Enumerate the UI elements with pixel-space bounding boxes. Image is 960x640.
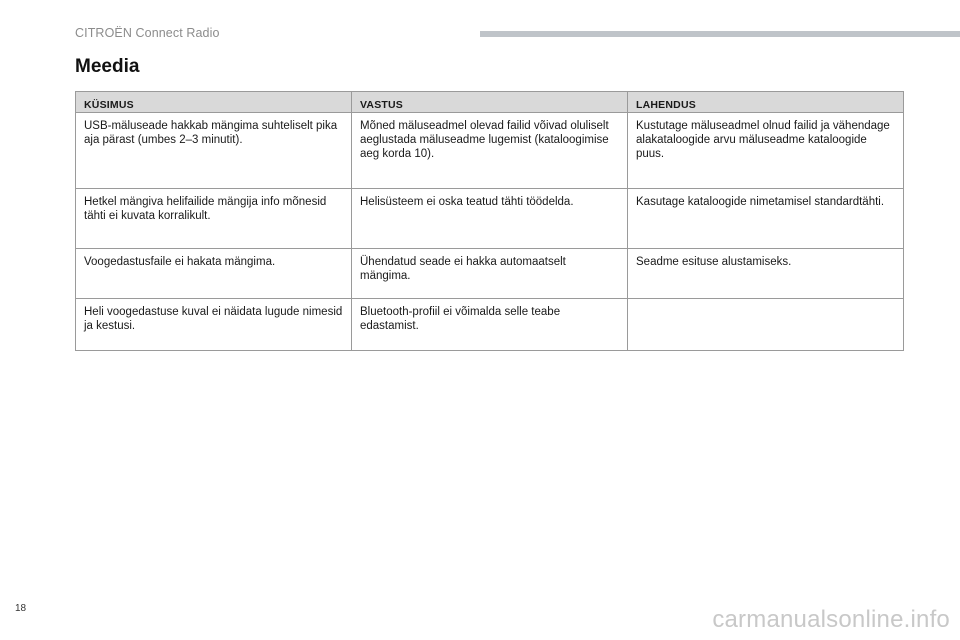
header-divider-bar xyxy=(480,31,960,37)
solution-cell: Kustutage mäluseadmel olnud failid ja vähendage alakataloogide arvu mäluseadme kataloogide puus. xyxy=(628,113,904,189)
question-cell: Hetkel mängiva helifailide mängija info mõnesid tähti ei kuvata korralikult. xyxy=(76,189,352,249)
answer-cell: Helisüsteem ei oska teatud tähti töödelda. xyxy=(352,189,628,249)
watermark-text: carmanualsonline.info xyxy=(712,606,950,633)
answer-cell: Mõned mäluseadmel olevad failid võivad oluliselt aeglustada mäluseadme lugemist (kataloogimise aeg korda 10). xyxy=(352,113,628,189)
question-cell: Heli voogedastuse kuval ei näidata lugude nimesid ja kestusi. xyxy=(76,299,352,351)
answer-cell: Ühendatud seade ei hakka automaatselt mängima. xyxy=(352,249,628,299)
document-header-title: CITROËN Connect Radio xyxy=(75,26,220,40)
table-row xyxy=(76,249,904,299)
table-row xyxy=(76,113,904,189)
troubleshooting-table xyxy=(75,91,904,351)
solution-cell xyxy=(628,299,904,351)
section-title: Meedia xyxy=(75,56,140,77)
solution-cell: Seadme esituse alustamiseks. xyxy=(628,249,904,299)
column-header-question: KÜSIMUS xyxy=(76,92,352,113)
solution-cell: Kasutage kataloogide nimetamisel standardtähti. xyxy=(628,189,904,249)
table-row xyxy=(76,189,904,249)
page-number: 18 xyxy=(15,603,27,614)
column-header-answer: VASTUS xyxy=(352,92,628,113)
table-header-row xyxy=(76,92,904,113)
table-row xyxy=(76,299,904,351)
question-cell: USB-mäluseade hakkab mängima suhteliselt pika aja pärast (umbes 2–3 minutit). xyxy=(76,113,352,189)
column-header-solution: LAHENDUS xyxy=(628,92,904,113)
question-cell: Voogedastusfaile ei hakata mängima. xyxy=(76,249,352,299)
answer-cell: Bluetooth-profiil ei võimalda selle teabe edastamist. xyxy=(352,299,628,351)
